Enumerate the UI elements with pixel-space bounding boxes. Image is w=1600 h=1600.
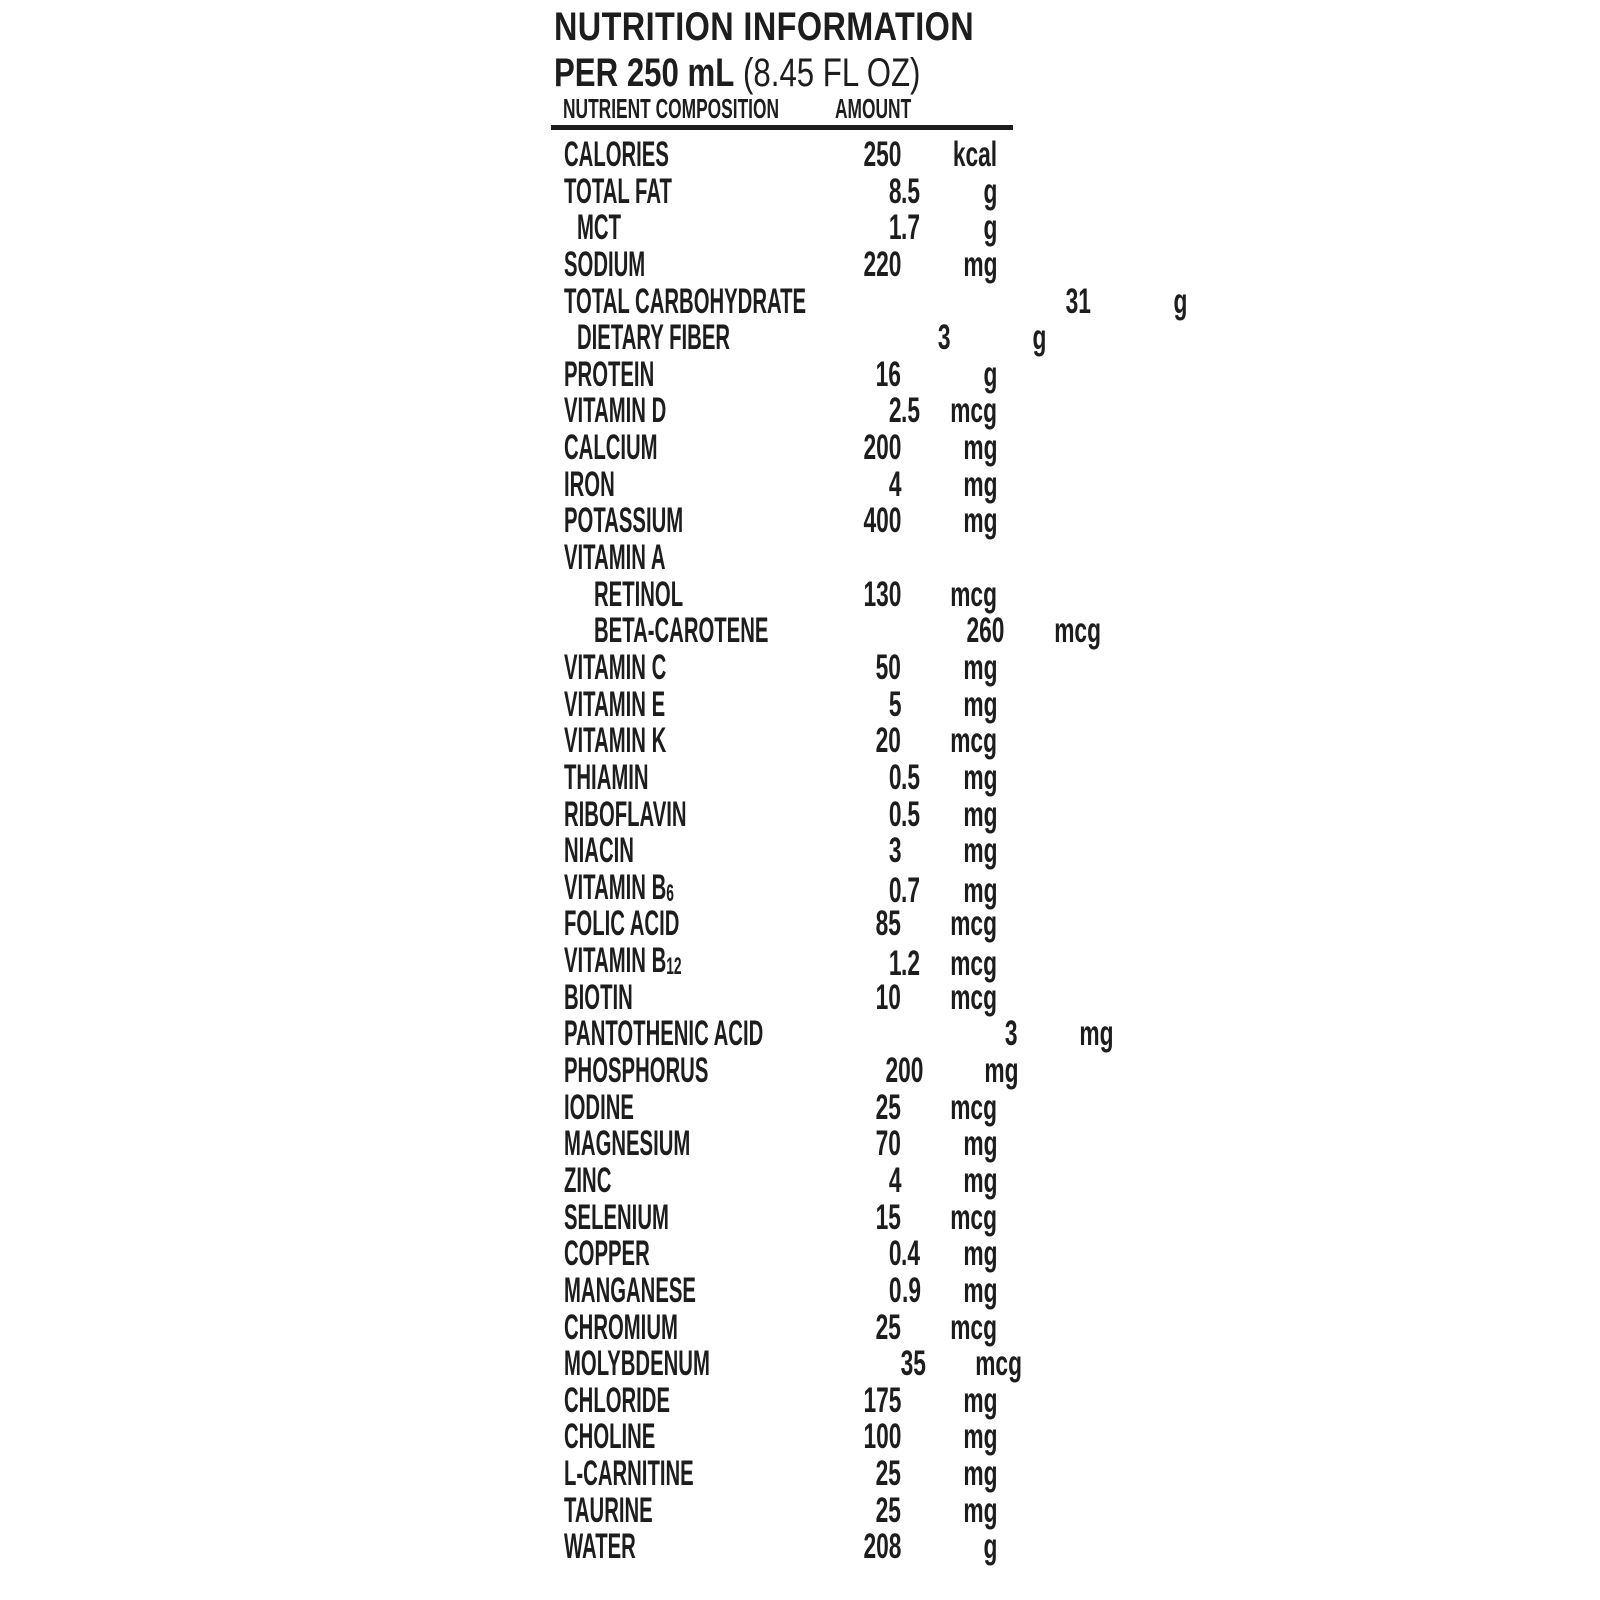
amount-unit: mg bbox=[962, 831, 997, 871]
amount-unit: mg bbox=[962, 244, 997, 284]
amount-decimal bbox=[901, 1126, 925, 1163]
amount-unit: mcg bbox=[950, 944, 997, 984]
table-row bbox=[554, 540, 1014, 577]
column-headers bbox=[554, 93, 1014, 124]
amount-decimal bbox=[901, 247, 925, 284]
amount-value: 16 bbox=[875, 354, 901, 394]
table-row bbox=[554, 833, 1014, 870]
nutrient-label: TAURINE bbox=[564, 1490, 653, 1530]
amount-value: 175 bbox=[863, 1380, 901, 1420]
amount-unit: mcg bbox=[974, 1344, 1022, 1384]
table-row bbox=[554, 574, 1014, 614]
table-row bbox=[554, 1419, 1014, 1456]
amount-decimal bbox=[901, 137, 925, 174]
amount-value: 0 bbox=[888, 794, 901, 834]
amount-decimal bbox=[901, 1383, 925, 1420]
table-row bbox=[554, 171, 1014, 211]
amount-value bbox=[791, 540, 901, 577]
table-row bbox=[554, 281, 1188, 321]
amount-decimal bbox=[1091, 284, 1115, 321]
table-row bbox=[554, 1160, 1014, 1200]
nutrient-label: VITAMIN A bbox=[564, 538, 666, 578]
amount-decimal bbox=[901, 1310, 925, 1347]
amount-unit: g bbox=[1032, 318, 1047, 358]
table-row bbox=[554, 137, 1014, 174]
amount-value: 50 bbox=[875, 647, 901, 687]
amount-decimal bbox=[901, 1163, 925, 1200]
amount-unit: mg bbox=[962, 757, 997, 797]
amount-value: 8 bbox=[888, 171, 901, 211]
amount-value: 15 bbox=[875, 1197, 901, 1237]
amount-unit: g bbox=[1173, 281, 1188, 321]
nutrient-label: CALORIES bbox=[564, 135, 669, 174]
amount-unit: mcg bbox=[950, 574, 997, 614]
amount-decimal: .5 bbox=[901, 757, 920, 797]
amount-unit: mg bbox=[962, 647, 997, 687]
amount-unit: kcal bbox=[952, 135, 997, 174]
nutrient-label: ZINC bbox=[564, 1160, 612, 1200]
amount-value: 200 bbox=[863, 428, 901, 468]
nutrient-label: IRON bbox=[564, 464, 615, 504]
table-row bbox=[554, 1126, 1014, 1163]
nutrient-label: VITAMIN E bbox=[564, 684, 666, 724]
amount-unit: mg bbox=[962, 870, 997, 910]
amount-value: 0 bbox=[888, 1234, 901, 1274]
amount-value: 4 bbox=[888, 464, 901, 504]
nutrient-label: CHOLINE bbox=[564, 1417, 656, 1457]
table-row bbox=[554, 977, 1014, 1017]
amount-decimal: .2 bbox=[901, 944, 920, 984]
amount-unit: mcg bbox=[950, 977, 997, 1017]
amount-decimal bbox=[901, 1529, 925, 1566]
amount-value: 3 bbox=[888, 831, 901, 871]
amount-value: 400 bbox=[863, 501, 901, 541]
amount-decimal: .5 bbox=[901, 794, 920, 834]
amount-unit: mg bbox=[962, 684, 997, 724]
nutrient-label: TOTAL CARBOHYDRATE bbox=[564, 281, 807, 321]
amount-value: 35 bbox=[900, 1344, 926, 1384]
nutrient-label: VITAMIN C bbox=[564, 647, 667, 687]
table-row bbox=[554, 611, 1101, 651]
amount-decimal bbox=[926, 1346, 950, 1383]
amount-value: 25 bbox=[875, 1087, 901, 1127]
label-subscript: 6 bbox=[666, 879, 674, 907]
amount-value: 0 bbox=[888, 1270, 902, 1310]
nutrient-label: CALCIUM bbox=[564, 428, 658, 468]
table-row bbox=[554, 867, 1014, 910]
amount-value: 100 bbox=[863, 1417, 901, 1457]
amount-decimal bbox=[1005, 613, 1029, 650]
amount-unit: mg bbox=[962, 1417, 997, 1457]
amount-value: 25 bbox=[875, 1454, 901, 1494]
table-row bbox=[554, 1456, 1014, 1493]
amount-value: 260 bbox=[966, 611, 1005, 651]
amount-unit: mcg bbox=[950, 391, 997, 431]
nutrient-label: MOLYBDENUM bbox=[564, 1344, 710, 1384]
amount-decimal bbox=[901, 1419, 925, 1456]
amount-unit: mg bbox=[962, 464, 997, 504]
amount-value: 130 bbox=[863, 574, 901, 614]
nutrient-label: IODINE bbox=[564, 1087, 634, 1127]
amount-unit: mg bbox=[962, 794, 997, 834]
amount-value: 2 bbox=[888, 391, 901, 431]
amount-unit: g bbox=[983, 171, 997, 211]
nutrient-label: SELENIUM bbox=[564, 1197, 669, 1237]
table-row bbox=[554, 723, 1014, 760]
amount-value: 1 bbox=[888, 944, 901, 984]
table-row bbox=[554, 244, 1014, 284]
amount-unit: mg bbox=[962, 1234, 997, 1274]
table-row bbox=[554, 464, 1014, 504]
nutrient-label: VITAMIN B12 bbox=[564, 941, 682, 981]
amount-value: 3 bbox=[1004, 1014, 1018, 1054]
nutrient-label: MCT bbox=[577, 208, 621, 248]
nutrient-label: L-CARNITINE bbox=[564, 1454, 694, 1494]
amount-value: 70 bbox=[875, 1124, 901, 1164]
nutrient-label: PHOSPHORUS bbox=[564, 1051, 709, 1091]
amount-unit: mg bbox=[962, 1490, 997, 1530]
nutrient-label: CHLORIDE bbox=[564, 1380, 671, 1420]
nutrient-label: FOLIC ACID bbox=[564, 904, 680, 944]
amount-unit: mg bbox=[1079, 1014, 1114, 1054]
amount-unit: mg bbox=[984, 1051, 1019, 1091]
amount-value: 10 bbox=[875, 977, 901, 1017]
nutrient-label: VITAMIN D bbox=[564, 391, 667, 431]
table-row bbox=[554, 1087, 1014, 1127]
amount-value: 0 bbox=[888, 870, 901, 910]
column-header-nutrient: NUTRIENT COMPOSITION bbox=[563, 93, 780, 124]
amount-decimal: .5 bbox=[901, 391, 920, 431]
nutrient-label: COPPER bbox=[564, 1234, 650, 1274]
amount-value: 85 bbox=[875, 904, 901, 944]
amount-decimal bbox=[901, 650, 925, 687]
nutrient-label: VITAMIN K bbox=[564, 721, 667, 761]
amount-decimal bbox=[901, 577, 925, 614]
table-row bbox=[554, 647, 1014, 687]
column-header-amount: AMOUNT bbox=[835, 93, 912, 124]
table-row bbox=[554, 1380, 1014, 1420]
amount-decimal bbox=[901, 687, 925, 724]
table-row bbox=[554, 1270, 1014, 1310]
table-row bbox=[554, 210, 1014, 247]
amount-decimal: .7 bbox=[901, 208, 920, 248]
nutrient-label: BIOTIN bbox=[564, 977, 633, 1017]
table-row bbox=[554, 1307, 1014, 1347]
serving-size-regular: (8.45 FL OZ) bbox=[743, 51, 921, 95]
table-row bbox=[554, 941, 1014, 984]
amount-value: 20 bbox=[875, 721, 901, 761]
table-row bbox=[554, 503, 1014, 540]
amount-decimal: .5 bbox=[901, 171, 920, 211]
amount-unit: mg bbox=[962, 428, 997, 468]
amount-unit: mcg bbox=[950, 721, 997, 761]
amount-unit: mg bbox=[962, 1454, 997, 1494]
amount-unit: g bbox=[983, 208, 997, 248]
label-subscript: 12 bbox=[666, 952, 682, 980]
amount-decimal: .4 bbox=[901, 1234, 920, 1274]
amount-decimal bbox=[901, 1090, 925, 1127]
table-row bbox=[554, 1344, 1022, 1384]
amount-decimal bbox=[901, 906, 925, 943]
amount-unit: mg bbox=[962, 501, 997, 541]
amount-unit: mg bbox=[962, 1380, 997, 1420]
amount-decimal bbox=[901, 540, 925, 577]
amount-unit: mcg bbox=[950, 1087, 997, 1127]
table-row bbox=[554, 318, 1047, 358]
amount-unit: g bbox=[983, 1527, 997, 1567]
serving-size-line bbox=[554, 50, 1014, 96]
table-row bbox=[554, 794, 1014, 834]
amount-unit: mcg bbox=[950, 1307, 997, 1347]
amount-decimal bbox=[1018, 1016, 1042, 1053]
nutrient-label: MAGNESIUM bbox=[564, 1124, 691, 1164]
nutrient-label: WATER bbox=[564, 1527, 636, 1567]
table-row bbox=[554, 1236, 1014, 1273]
table-row bbox=[554, 1014, 1114, 1054]
nutrient-label: VITAMIN B6 bbox=[564, 867, 674, 907]
nutrient-label: NIACIN bbox=[564, 831, 634, 871]
table-row bbox=[554, 354, 1014, 394]
amount-value: 0 bbox=[888, 757, 901, 797]
amount-decimal bbox=[901, 357, 925, 394]
amount-value: 200 bbox=[884, 1051, 923, 1091]
amount-value: 1 bbox=[888, 208, 901, 248]
amount-value: 4 bbox=[888, 1160, 901, 1200]
nutrient-label: TOTAL FAT bbox=[564, 171, 672, 211]
amount-decimal bbox=[901, 1493, 925, 1530]
nutrient-label: PANTOTHENIC ACID bbox=[564, 1014, 764, 1054]
amount-decimal bbox=[923, 1053, 947, 1090]
amount-value: 25 bbox=[875, 1490, 901, 1530]
amount-value: 3 bbox=[938, 318, 951, 358]
amount-decimal bbox=[901, 1200, 925, 1237]
table-row bbox=[554, 1051, 1019, 1091]
amount-decimal bbox=[901, 833, 925, 870]
amount-unit: mcg bbox=[950, 1197, 997, 1237]
amount-unit: mcg bbox=[1053, 611, 1101, 651]
amount-decimal bbox=[901, 467, 925, 504]
amount-unit: mg bbox=[962, 1124, 997, 1164]
amount-unit bbox=[925, 540, 997, 577]
nutrient-label: RIBOFLAVIN bbox=[564, 794, 687, 834]
amount-decimal bbox=[901, 503, 925, 540]
amount-value: 250 bbox=[863, 135, 901, 174]
amount-unit: mg bbox=[962, 1160, 997, 1200]
amount-decimal bbox=[901, 723, 925, 760]
table-row bbox=[554, 906, 1014, 943]
page-title bbox=[554, 4, 1014, 50]
amount-value: 5 bbox=[888, 684, 901, 724]
nutrient-label: DIETARY FIBER bbox=[577, 318, 731, 358]
amount-value: 220 bbox=[863, 244, 901, 284]
nutrient-label: MANGANESE bbox=[564, 1270, 696, 1310]
amount-value: 31 bbox=[1066, 281, 1092, 321]
amount-decimal: .9 bbox=[901, 1270, 921, 1310]
serving-size-bold: PER 250 mL bbox=[554, 51, 735, 95]
amount-unit: mcg bbox=[950, 904, 997, 944]
nutrient-label: BETA-CAROTENE bbox=[594, 611, 769, 651]
table-row bbox=[554, 393, 1014, 430]
nutrient-label: THIAMIN bbox=[564, 757, 649, 797]
nutrition-table-body bbox=[554, 135, 1188, 1567]
amount-decimal bbox=[901, 1456, 925, 1493]
table-row bbox=[554, 1490, 1014, 1530]
header-divider bbox=[551, 125, 1013, 130]
amount-value: 25 bbox=[875, 1307, 901, 1347]
table-row bbox=[554, 1529, 1014, 1566]
amount-decimal bbox=[901, 430, 925, 467]
amount-decimal bbox=[951, 320, 975, 357]
amount-decimal: .7 bbox=[901, 870, 920, 910]
amount-unit: g bbox=[983, 354, 997, 394]
nutrient-label: POTASSIUM bbox=[564, 501, 684, 541]
nutrient-label: SODIUM bbox=[564, 244, 646, 284]
nutrient-label: RETINOL bbox=[594, 574, 684, 614]
nutrition-label bbox=[554, 4, 1188, 1567]
nutrient-label: CHROMIUM bbox=[564, 1307, 678, 1347]
table-row bbox=[554, 430, 1014, 467]
page-title-text: NUTRITION INFORMATION bbox=[554, 5, 975, 49]
table-row bbox=[554, 684, 1014, 724]
amount-unit: mg bbox=[963, 1270, 998, 1310]
nutrient-label: PROTEIN bbox=[564, 354, 655, 394]
amount-value: 208 bbox=[863, 1527, 901, 1567]
table-row bbox=[554, 1197, 1014, 1237]
amount-decimal bbox=[901, 980, 925, 1017]
table-row bbox=[554, 757, 1014, 797]
